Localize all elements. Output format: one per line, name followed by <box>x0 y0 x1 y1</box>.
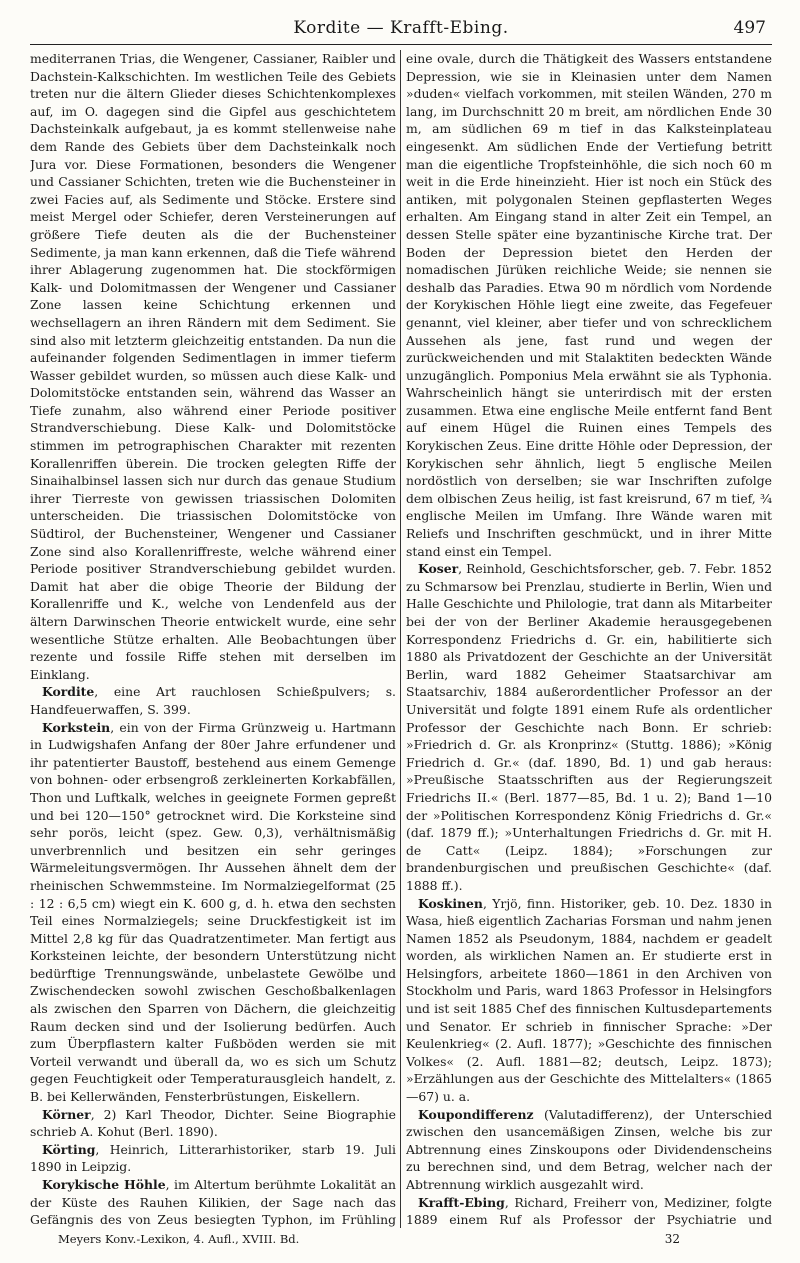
entry-text: , 2) Karl Theodor, Dichter. Seine Biographie schrieb A. Kohut (Berl. 1890). <box>30 1106 396 1140</box>
entry-text: , im Altertum berühmte Lokalität an der Küste des Rauhen Kilikien, der Sage nach das Gefängnis des von Zeus besiegten Typhon, im Frühling <box>30 1177 396 1228</box>
entry-koser <box>406 560 772 894</box>
headword: Korkstein <box>42 719 111 735</box>
entry-text: (Valutadifferenz), der Unterschied zwischen den usancemäßigen Zinsen, welche bis zur Abtrennung eines Zinskoupons oder Dividendenscheins zu berechnen sind, und dem Betrag, welcher nach der Abtrennung wirklich ausgezahlt wird. <box>406 1106 772 1192</box>
page-number: 497 <box>733 18 766 38</box>
headword: Koupondifferenz <box>418 1106 534 1122</box>
entry-text: , eine Art rauchlosen Schießpulvers; s. Handfeuerwaffen, S. 399. <box>30 684 396 717</box>
paragraph-text: eine ovale, durch die Thätigkeit des Wassers entstandene Depression, wie sie in Kleinasien unter dem Namen »duden« vielfach vorkommen, mit steilen Wänden, 270 m lang, im Durchschnitt 20 m breit, am nördlichen Ende 30 m, am südlichen 69 m tief in das Kalksteinplateau eingesenkt. Am südlichen Ende der Vertiefung betritt man die eigentliche Tropfsteinhöhle, die sich noch 60 m weit in die Erde hineinzieht. Hier ist noch ein Stück des antiken, mit polygonalen Steinen gepflasterten Weges erhalten. Am Eingang stand in alter Zeit ein Tempel, an dessen Stelle später eine byzantinische Kirche trat. Der Boden der Depression bietet den Herden der nomadischen Jürüken reichliche Weide; sie nennen sie deshalb das Paradies. Etwa 90 m nördlich vom Nordende der Korykischen Höhle liegt eine zweite, das Fegefeuer genannt, viel kleiner, aber tiefer und von schrecklichem Aussehen als jene, fast rund und wegen der zurückweichenden und mit Stalaktiten bedeckten Wände unzugänglich. Pomponius Mela erwähnt sie als Typhonia. Wahrscheinlich hängt sie unterirdisch mit der ersten zusammen. Etwa eine englische Meile entfernt fand Bent auf einem Hügel die Ruinen eines Tempels des Korykischen Zeus. Eine dritte Höhle oder Depression, der Korykischen sehr ähnlich, liegt 5 englische Meilen nordöstlich von derselben; sie war Inschriften zufolge dem olbischen Zeus heilig, ist fast kreisrund, 67 m tief, ¾ englische Meilen im Umfang. Ihre Wände waren mit Reliefs und Inschriften geschmückt, und in ihrer Mitte stand einst ein Tempel. <box>406 51 772 559</box>
page-footer <box>30 1232 772 1252</box>
headword: Körting <box>42 1141 96 1157</box>
text-columns <box>30 50 772 1228</box>
headword: Korykische Höhle <box>42 1177 166 1192</box>
paragraph-continuation <box>406 50 772 560</box>
headword: Kordite <box>42 684 95 700</box>
running-head: Kordite — Krafft-Ebing. <box>293 18 509 38</box>
entry-koskinen <box>406 895 772 1106</box>
entry-koupondifferenz <box>406 1106 772 1194</box>
entry-text: , Yrjö, finn. Historiker, geb. 10. Dez. 1830 in Wasa, hieß eigentlich Zacharias Forsman und nahm jenen Namen 1852 als Pseudonym, 1884, nachdem er geadelt worden, als wirklichen Namen an. Er studierte erst in Helsingfors, arbeitete 1860—1861 in den Archiven von Stockholm und Paris, ward 1863 Professor in Helsingfors und ist seit 1885 Chef des finnischen Kultusdepartements und Senator. Er schrieb in finnischer Sprache: »Der Keulenkrieg« (2. Aufl. 1877); »Geschichte des finnischen Volkes« (2. Aufl. 1881—82; deutsch, Leipz. 1873); »Erzählungen aus der Geschichte des Mittelalters« (1865—67) u. a. <box>406 895 772 1105</box>
entry-krafft-ebing <box>406 1194 772 1228</box>
left-column <box>30 50 396 1228</box>
sheet-signature: 32 <box>664 1232 680 1246</box>
headword: Koskinen <box>418 895 483 911</box>
entry-koerner <box>30 1106 396 1141</box>
headword: Krafft-Ebing <box>418 1194 505 1210</box>
entry-text: , ein von der Firma Grünzweig u. Hartmann in Ludwigshafen Anfang der 80er Jahre erfundener und ihr patentierter Baustoff, bestehend aus einem Gemenge von bohnen- oder erbsengroß zerkleinerten Korkabfällen, Thon und Luftkalk, welches in geeignete Formen gepreßt und bei 120—150° getrocknet wird. Die Korksteine sind sehr porös, leicht (spez. Gew. 0,3), verhältnismäßig unverbrennlich und besitzen ein sehr geringes Wärmeleitungsvermögen. Ihr Aussehen ähnelt dem der rheinischen Schwemmsteine. Im Normalziegelformat (25 : 12 : 6,5 cm) wiegt ein K. 600 g, d. h. etwa den sechsten Teil eines Normalziegels; seine Druckfestigkeit ist im Mittel 2,8 kg für das Quadratzentimeter. Man fertigt aus Korksteinen leichte, der besondern Unterstützung nicht bedürftige Trennungswände, unbelastete Gewölbe und Zwischendecken sowohl zwischen Geschoßbalkenlagen als zwischen den Sparren von Dächern, die gleichzeitig Raum decken sind und der Isolierung bedürfen. Auch zum Überpflastern kalter Fußböden werden sie mit Vorteil verwandt und überall da, wo es sich um Schutz gegen Feuchtigkeit oder Temperaturausgleich handelt, z. B. bei Kellerwänden, Fensterbrüstungen, Eiskellern. <box>30 719 396 1105</box>
paragraph-continuation <box>30 50 396 683</box>
right-column <box>406 50 772 1228</box>
paragraph-text: mediterranen Trias, die Wengener, Cassianer, Raibler und Dachstein-Kalkschichten. Im westlichen Teile des Gebiets treten nur die ältern Glieder dieses Schichtenkomplexes auf, im O. dagegen sind die Gipfel aus geschichtetem Dachsteinkalk aufgebaut, ja es kommt stellenweise nahe dem Rande des Gebiets über dem Dachsteinkalk noch Jura vor. Diese Formationen, besonders die Wengener und Cassianer Schichten, treten wie die Buchensteiner in zwei Facies auf, als Sedimente und Stöcke. Erstere sind meist Mergel oder Schiefer, deren Versteinerungen auf größere Tiefe deuten als die der Buchensteiner Sedimente, ja man kann erkennen, daß die Tiefe während ihrer Ablagerung zugenommen hat. Die stockförmigen Kalk- und Dolomitmassen der Wengener und Cassianer Zone lassen keine Schichtung erkennen und wechsellagern an ihren Rändern mit dem Sediment. Sie sind also mit letzterm gleichzeitig entstanden. Da nun die aufeinander folgenden Sedimentlagen in immer tieferm Wasser gebildet wurden, so müssen auch diese Kalk- und Dolomitstöcke entstanden sein, während das Wasser an Tiefe zunahm, also während einer Periode positiver Strandverschiebung. Diese Kalk- und Dolomitstöcke stimmen im petrographischen Charakter mit rezenten Korallenriffen überein. Die trocken gelegten Riffe der Sinaihalbinsel lassen sich nur durch das genaue Studium ihrer Tierreste von gewissen triassischen Dolomiten unterscheiden. Die triassischen Dolomitstöcke von Südtirol, der Buchensteiner, Wengener und Cassianer Zone sind also Korallenriffreste, welche während einer Periode positiver Strandverschiebung gebildet wurden. Damit hat aber die obige Theorie der Bildung der Korallenriffe und K., welche von Lendenfeld aus der ältern Darwinschen Theorie entwickelt wurde, eine sehr wesentliche Stütze erhalten. Alle Beobachtungen über rezente und fossile Riffe stehen mit derselben im Einklang. <box>30 51 396 682</box>
entry-kordite <box>30 683 396 718</box>
entry-text: , Reinhold, Geschichtsforscher, geb. 7. Febr. 1852 zu Schmarsow bei Prenzlau, studierte in Berlin, Wien und Halle Geschichte und Philologie, trat dann als Mitarbeiter bei der von der Berliner Akademie herausgegebenen Korrespondenz Friedrichs d. Gr. ein, habilitierte sich 1880 als Privatdozent der Geschichte an der Universität Berlin, ward 1882 Geheimer Staatsarchivar am Staatsarchiv, 1884 außerordentlicher Professor an der Universität und folgte 1891 einem Rufe als ordentlicher Professor der Geschichte nach Bonn. Er schrieb: »Friedrich d. Gr. als Kronprinz« (Stuttg. 1886); »König Friedrich d. Gr.« (daf. 1890, Bd. 1) und gab heraus: »Preußische Staatsschriften aus der Regierungszeit Friedrichs II.« (Berl. 1877—85, Bd. 1 u. 2); Band 1—10 der »Politischen Korrespondenz König Friedrichs d. Gr.« (daf. 1879 ff.); »Unterhaltungen Friedrichs d. Gr. mit H. de Catt« (Leipz. 1884); »Forschungen zur brandenburgischen und preußischen Geschichte« (daf. 1888 ff.). <box>406 561 772 893</box>
entry-korkstein <box>30 719 396 1106</box>
entry-korykische-hoehle <box>30 1176 396 1228</box>
headword: Körner <box>42 1106 91 1122</box>
entry-text: , Heinrich, Litterarhistoriker, starb 19. Juli 1890 in Leipzig. <box>30 1141 396 1175</box>
headword: Koser <box>418 561 459 577</box>
column-divider <box>400 50 401 1228</box>
entry-koerting <box>30 1141 396 1176</box>
entry-text: , Richard, Freiherr von, Mediziner, folgte 1889 einem Ruf als Professor der Psychiatrie und <box>406 1194 772 1228</box>
page-header <box>30 14 772 45</box>
imprint: Meyers Konv.-Lexikon, 4. Aufl., XVIII. Bd. <box>58 1232 300 1246</box>
